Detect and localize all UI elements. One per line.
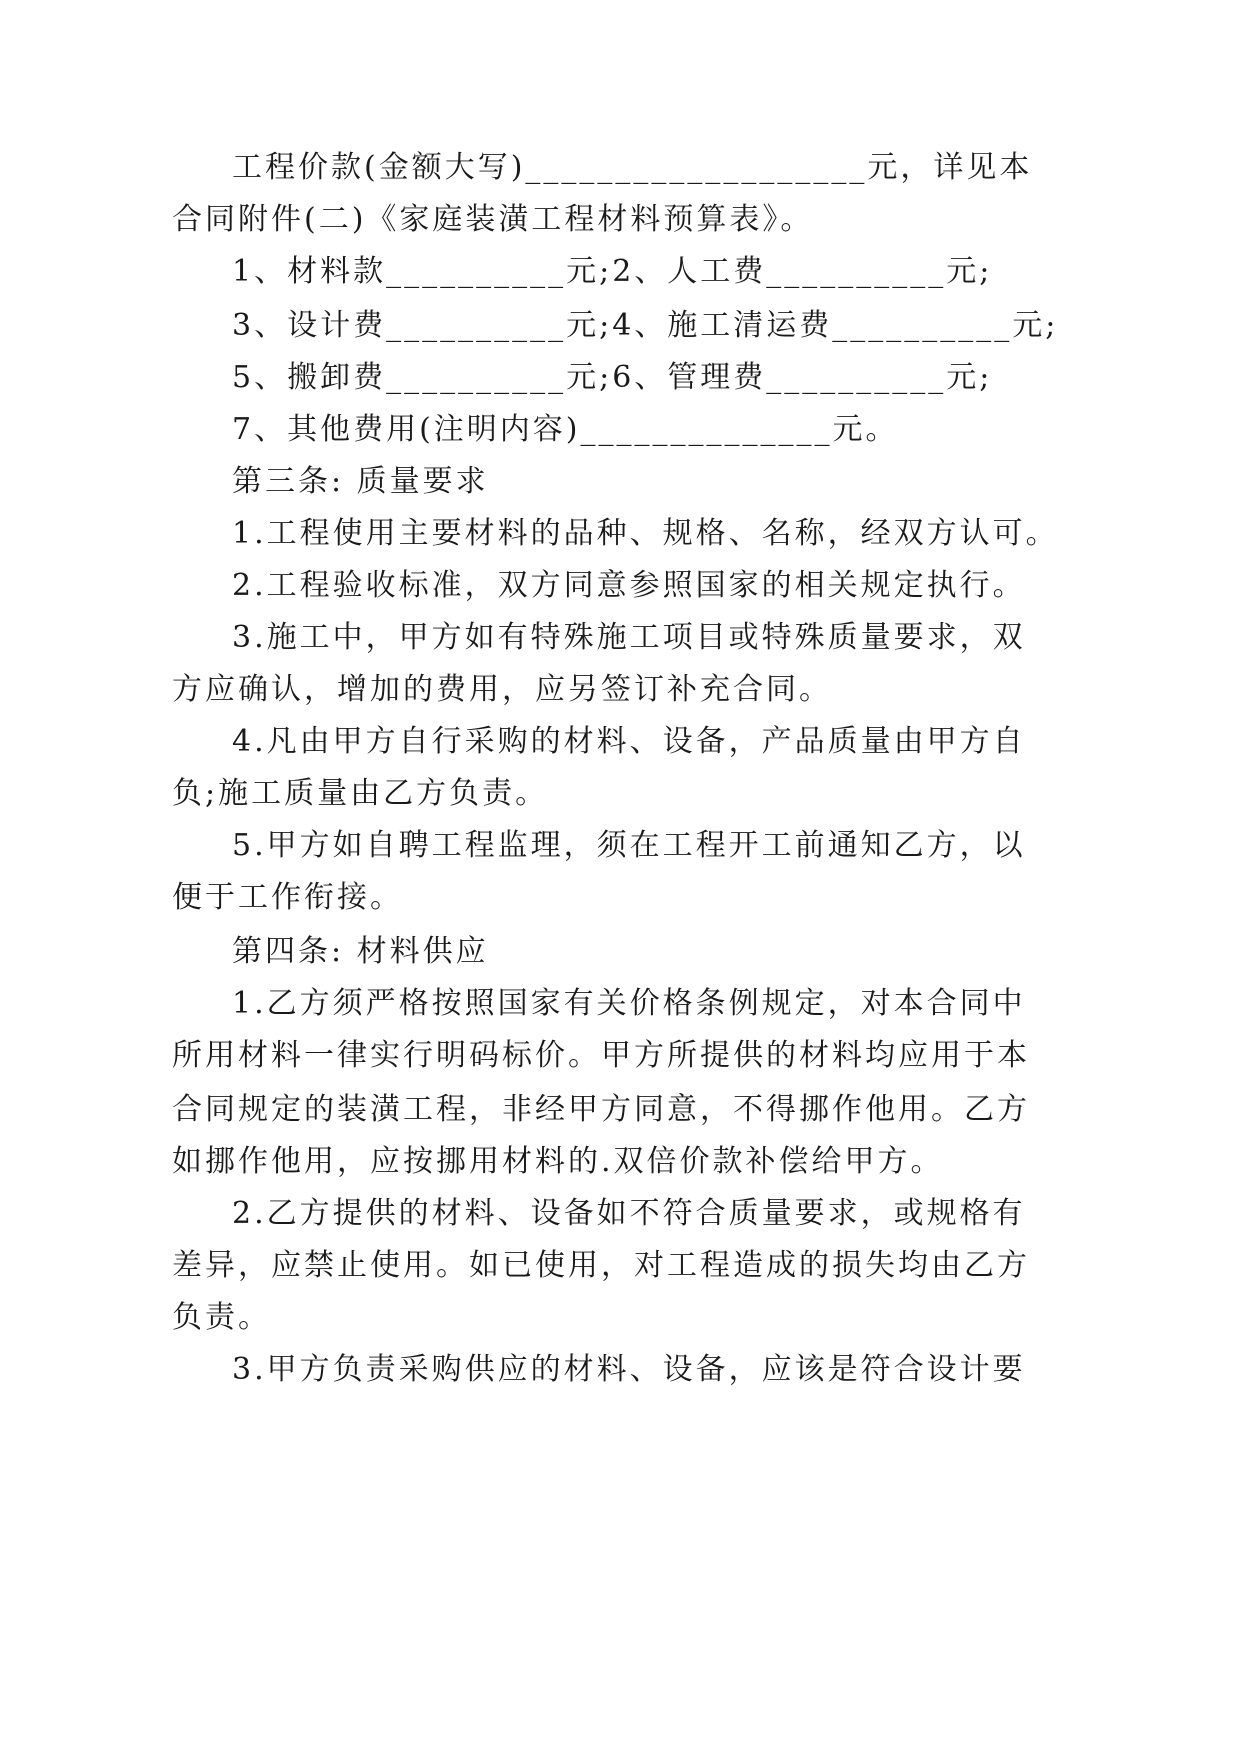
paragraph-line: 4.凡由甲方自行采购的材料、设备，产品质量由甲方自: [232, 724, 1026, 759]
paragraph-line: 合同规定的装潢工程，非经甲方同意，不得挪作他用。乙方: [172, 1092, 1030, 1127]
paragraph-line: 1、材料款__________元;2、人工费__________元;: [232, 254, 993, 289]
paragraph-line: 差异，应禁止使用。如已使用，对工程造成的损失均由乙方: [172, 1248, 1030, 1283]
paragraph-line: 方应确认，增加的费用，应另签订补充合同。: [172, 672, 832, 707]
paragraph-line: 便于工作衔接。: [172, 880, 403, 915]
paragraph-line: 5、搬卸费__________元;6、管理费__________元;: [232, 360, 993, 395]
paragraph-line: 7、其他费用(注明内容)______________元。: [232, 412, 899, 447]
section-heading: 第四条: 材料供应: [232, 934, 489, 969]
paragraph-line: 2.乙方提供的材料、设备如不符合质量要求，或规格有: [232, 1196, 1026, 1231]
paragraph-line: 2.工程验收标准，双方同意参照国家的相关规定执行。: [232, 568, 1026, 603]
paragraph-line: 如挪作他用，应按挪用材料的.双倍价款补偿给甲方。: [172, 1144, 944, 1179]
paragraph-line: 3.甲方负责采购供应的材料、设备，应该是符合设计要: [232, 1352, 1026, 1387]
paragraph-line: 3.施工中，甲方如有特殊施工项目或特殊质量要求，双: [232, 620, 1026, 655]
paragraph-line: 负责。: [172, 1300, 271, 1335]
paragraph-line: 1.工程使用主要材料的品种、规格、名称，经双方认可。: [232, 516, 1059, 551]
paragraph-line: 负;施工质量由乙方负责。: [172, 776, 549, 811]
paragraph-line: 所用材料一律实行明码标价。甲方所提供的材料均应用于本: [172, 1038, 1030, 1073]
paragraph-line: 1.乙方须严格按照国家有关价格条例规定，对本合同中: [232, 986, 1026, 1021]
paragraph-line: 工程价款(金额大写)___________________元，详见本: [232, 150, 1033, 185]
section-heading: 第三条: 质量要求: [232, 464, 489, 499]
paragraph-line: 5.甲方如自聘工程监理，须在工程开工前通知乙方，以: [232, 828, 1026, 863]
paragraph-line: 3、设计费__________元;4、施工清运费__________元;: [232, 308, 1059, 343]
paragraph-line: 合同附件(二)《家庭装潢工程材料预算表》。: [172, 202, 814, 237]
